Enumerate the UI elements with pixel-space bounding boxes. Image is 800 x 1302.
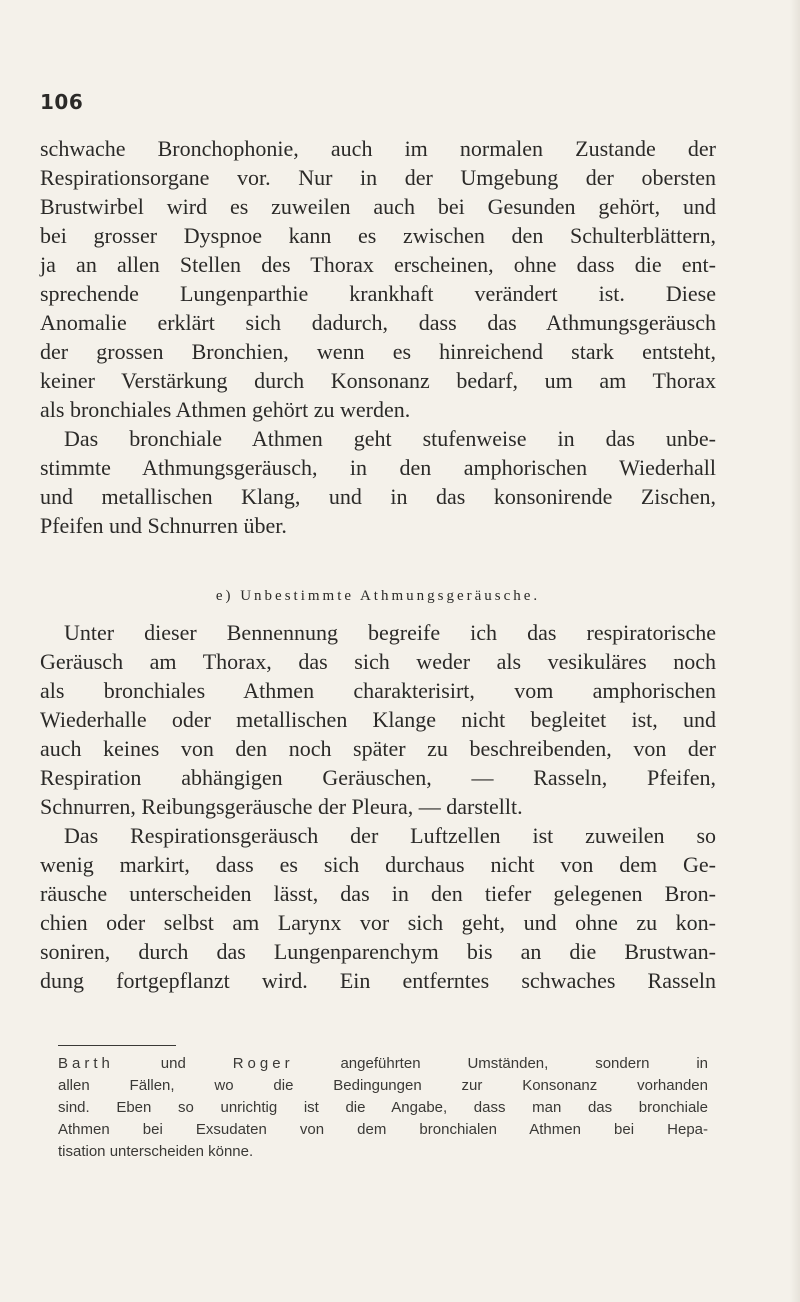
- text-line: wenig markirt, dass es sich durchaus nicht von dem Ge-: [40, 852, 716, 877]
- text-line: Respiration abhängigen Geräuschen, — Rasseln, Pfeifen,: [40, 765, 716, 790]
- main-text-top: [40, 134, 716, 540]
- text-line: Das Respirationsgeräusch der Luftzellen ist zuweilen so: [64, 823, 716, 848]
- text-line: Schnurren, Reibungsgeräusche der Pleura, — darstellt.: [40, 794, 523, 819]
- text-line: schwache Bronchophonie, auch im normalen Zustande der: [40, 136, 716, 161]
- text-line: Geräusch am Thorax, das sich weder als vesikuläres noch: [40, 649, 716, 674]
- text-line: der grossen Bronchien, wenn es hinreichend stark entsteht,: [40, 339, 716, 364]
- text-line: ja an allen Stellen des Thorax erscheinen, ohne dass die ent-: [40, 252, 716, 277]
- text-line: stimmte Athmungsgeräusch, in den amphorischen Wiederhall: [40, 455, 716, 480]
- text-line: Brustwirbel wird es zuweilen auch bei Gesunden gehört, und: [40, 194, 716, 219]
- page-number: 106: [40, 90, 84, 114]
- paragraph-air-cells: [40, 821, 716, 995]
- text-line: und metallischen Klang, und in das konsonirende Zischen,: [40, 484, 716, 509]
- footnote-line: Athmen bei Exsudaten von dem bronchialen Athmen bei Hepa-: [58, 1121, 708, 1138]
- text-line: Anomalie erklärt sich dadurch, dass das Athmungsgeräusch: [40, 310, 716, 335]
- text-line: soniren, durch das Lungenparenchym bis an die Brustwan-: [40, 939, 716, 964]
- paragraph-definition: [40, 618, 716, 821]
- footnote-author: Roger: [232, 1055, 294, 1072]
- footnote: [58, 1053, 708, 1163]
- text-line: dung fortgepflanzt wird. Ein entferntes schwaches Rasseln: [40, 968, 716, 993]
- footnote-joiner: und: [160, 1055, 186, 1072]
- main-text-bottom: [40, 618, 716, 995]
- text-line: keiner Verstärkung durch Konsonanz bedarf, um am Thorax: [40, 368, 716, 393]
- section-heading: e) Unbestimmte Athmungsgeräusche.: [215, 588, 541, 604]
- footnote-line: sind. Eben so unrichtig ist die Angabe, dass man das bronchiale: [58, 1099, 708, 1116]
- text-line: bei grosser Dyspnoe kann es zwischen den Schulterblättern,: [40, 223, 716, 248]
- page-edge: [790, 0, 800, 1302]
- paragraph-continued: [40, 134, 716, 424]
- text-line: räusche unterscheiden lässt, das in den tiefer gelegenen Bron-: [40, 881, 716, 906]
- text-line: Unter dieser Bennennung begreife ich das respiratorische: [64, 620, 716, 645]
- text-line: Pfeifen und Schnurren über.: [40, 513, 287, 538]
- text-line: Das bronchiale Athmen geht stufenweise in das unbe-: [64, 426, 716, 451]
- footnote-text: angeführten Umständen, sondern in: [340, 1055, 708, 1072]
- footnote-line: allen Fällen, wo die Bedingungen zur Konsonanz vorhanden: [58, 1077, 708, 1094]
- paragraph-bronchial-transition: [40, 424, 716, 540]
- text-line: chien oder selbst am Larynx vor sich geht, und ohne zu kon-: [40, 910, 716, 935]
- footnote-rule: [58, 1045, 176, 1046]
- footnote-author: Barth: [58, 1055, 114, 1072]
- footnote-line: [58, 1053, 708, 1075]
- text-line: Respirationsorgane vor. Nur in der Umgebung der obersten: [40, 165, 716, 190]
- footnote-line: tisation unterscheiden könne.: [58, 1143, 254, 1160]
- text-line: Wiederhalle oder metallischen Klange nicht begleitet ist, und: [40, 707, 716, 732]
- text-line: sprechende Lungenparthie krankhaft verändert ist. Diese: [40, 281, 716, 306]
- text-line: als bronchiales Athmen gehört zu werden.: [40, 397, 411, 422]
- text-line: auch keines von den noch später zu beschreibenden, von der: [40, 736, 716, 761]
- text-line: als bronchiales Athmen charakterisirt, vom amphorischen: [40, 678, 716, 703]
